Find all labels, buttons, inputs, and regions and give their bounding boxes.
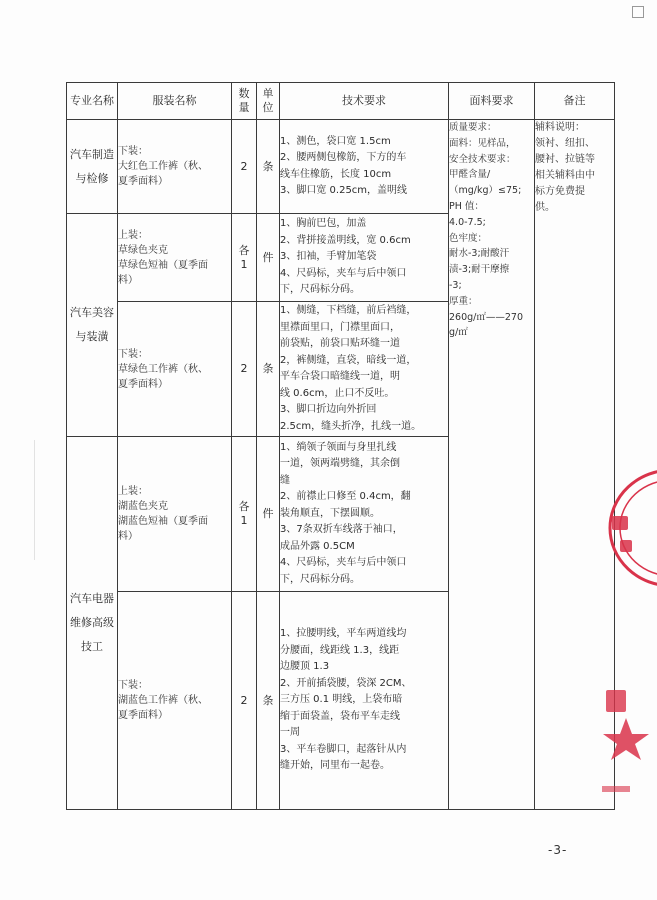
notes-cell: 辅料说明： 领衬、纽扣、 腰衬、拉链等 相关辅料由中 标方免费提 供。 (535, 120, 615, 810)
table-row (67, 120, 615, 214)
tech-cell: 1、绱领子领面与身里扎线 一道，领两端劈缝，其余倒 缝 2、前襟止口修至 0.4cm，翻 装角顺直，下摆圆顺。 3、7条双折车线落于袖口， 成品外露 0.5CM 4、尺码标，夹车与后中领口 下，尺码标分码。 (280, 437, 449, 592)
tech-cell: 1、测色，袋口宽 1.5cm 2、腰两侧包橡筋，下方的车 线车住橡筋，长度 10cm 3、脚口宽 0.25cm，盖明线 (280, 120, 449, 214)
uniform-spec-table (66, 82, 615, 810)
scan-corner-mark (632, 6, 644, 18)
quantity-cell: 2 (232, 120, 257, 214)
seal-fragment (612, 516, 632, 552)
quantity-cell: 2 (232, 302, 257, 437)
seal-lower-fragment (602, 690, 649, 792)
quantity-cell: 2 (232, 592, 257, 810)
unit-cell: 件 (257, 214, 280, 302)
major-auto-electric: 汽车电器维修高级技工 (67, 437, 118, 810)
quantity-cell: 各 1 (232, 214, 257, 302)
quantity-cell: 各 1 (232, 437, 257, 592)
tech-cell: 1、拉腰明线，平车两道线均 分腰面，线距线 1.3，线距 边腰顶 1.3 2、开前插袋腰，袋深 2CM、 三方压 0.1 明线，上袋布暗 缩于面袋盖，袋布平车走线 一周 3、平车卷脚口，起落针从内 缝开始，同里布一起卷。 (280, 592, 449, 810)
garment-cell: 上装： 草绿色夹克 草绿色短袖（夏季面 料） (118, 214, 232, 302)
header-row (67, 83, 615, 120)
header-garment: 服装名称 (118, 83, 232, 120)
unit-cell: 条 (257, 120, 280, 214)
unit-cell: 件 (257, 437, 280, 592)
header-major: 专业名称 (67, 83, 118, 120)
tech-cell: 1、侧缝，下档缝，前后裆缝， 里襟面里口，门襟里面口， 前袋贴，前袋口贴环缝一道 2，裤侧缝，直袋，暗线一道， 平车合袋口暗缝线一道，明 线 0.6cm，止口不反吐。 3、脚口折边向外折回 2.5cm，缝头折净，扎线一道。 (280, 302, 449, 437)
tech-cell: 1、胸前巴包，加盖 2、背拼接盖明线，宽 0.6cm 3、扣袖，手臂加笔袋 4、尺码标，夹车与后中领口 下，尺码标分码。 (280, 214, 449, 302)
major-auto-beauty: 汽车美容与装潢 (67, 214, 118, 437)
header-note: 备注 (535, 83, 615, 120)
header-tech: 技术要求 (280, 83, 449, 120)
header-quantity: 数量 (232, 83, 257, 120)
page-number: -3- (548, 843, 568, 857)
garment-cell: 下装： 湖蓝色工作裤（秋、 夏季面料） (118, 592, 232, 810)
unit-cell: 条 (257, 302, 280, 437)
garment-cell: 下装： 草绿色工作裤（秋、 夏季面料） (118, 302, 232, 437)
unit-cell: 条 (257, 592, 280, 810)
header-fabric: 面料要求 (449, 83, 535, 120)
garment-cell: 上装： 湖蓝色夹克 湖蓝色短袖（夏季面 料） (118, 437, 232, 592)
major-auto-manufacture: 汽车制造与检修 (67, 120, 118, 214)
fabric-requirements-cell: 质量要求： 面料：见样品， 安全技术要求： 甲醛含量/ （mg/kg）≤75; PH 值： 4.0-7.5; 色牢度： 耐水-3;耐酸汗 渍-3;耐干摩擦 -3; 厚重： 260g/㎡——270 g/㎡ (449, 120, 535, 810)
official-seal (592, 468, 657, 828)
garment-cell: 下装： 大红色工作裤（秋、 夏季面料） (118, 120, 232, 214)
scan-edge-mark (34, 440, 35, 560)
header-unit: 单位 (257, 83, 280, 120)
